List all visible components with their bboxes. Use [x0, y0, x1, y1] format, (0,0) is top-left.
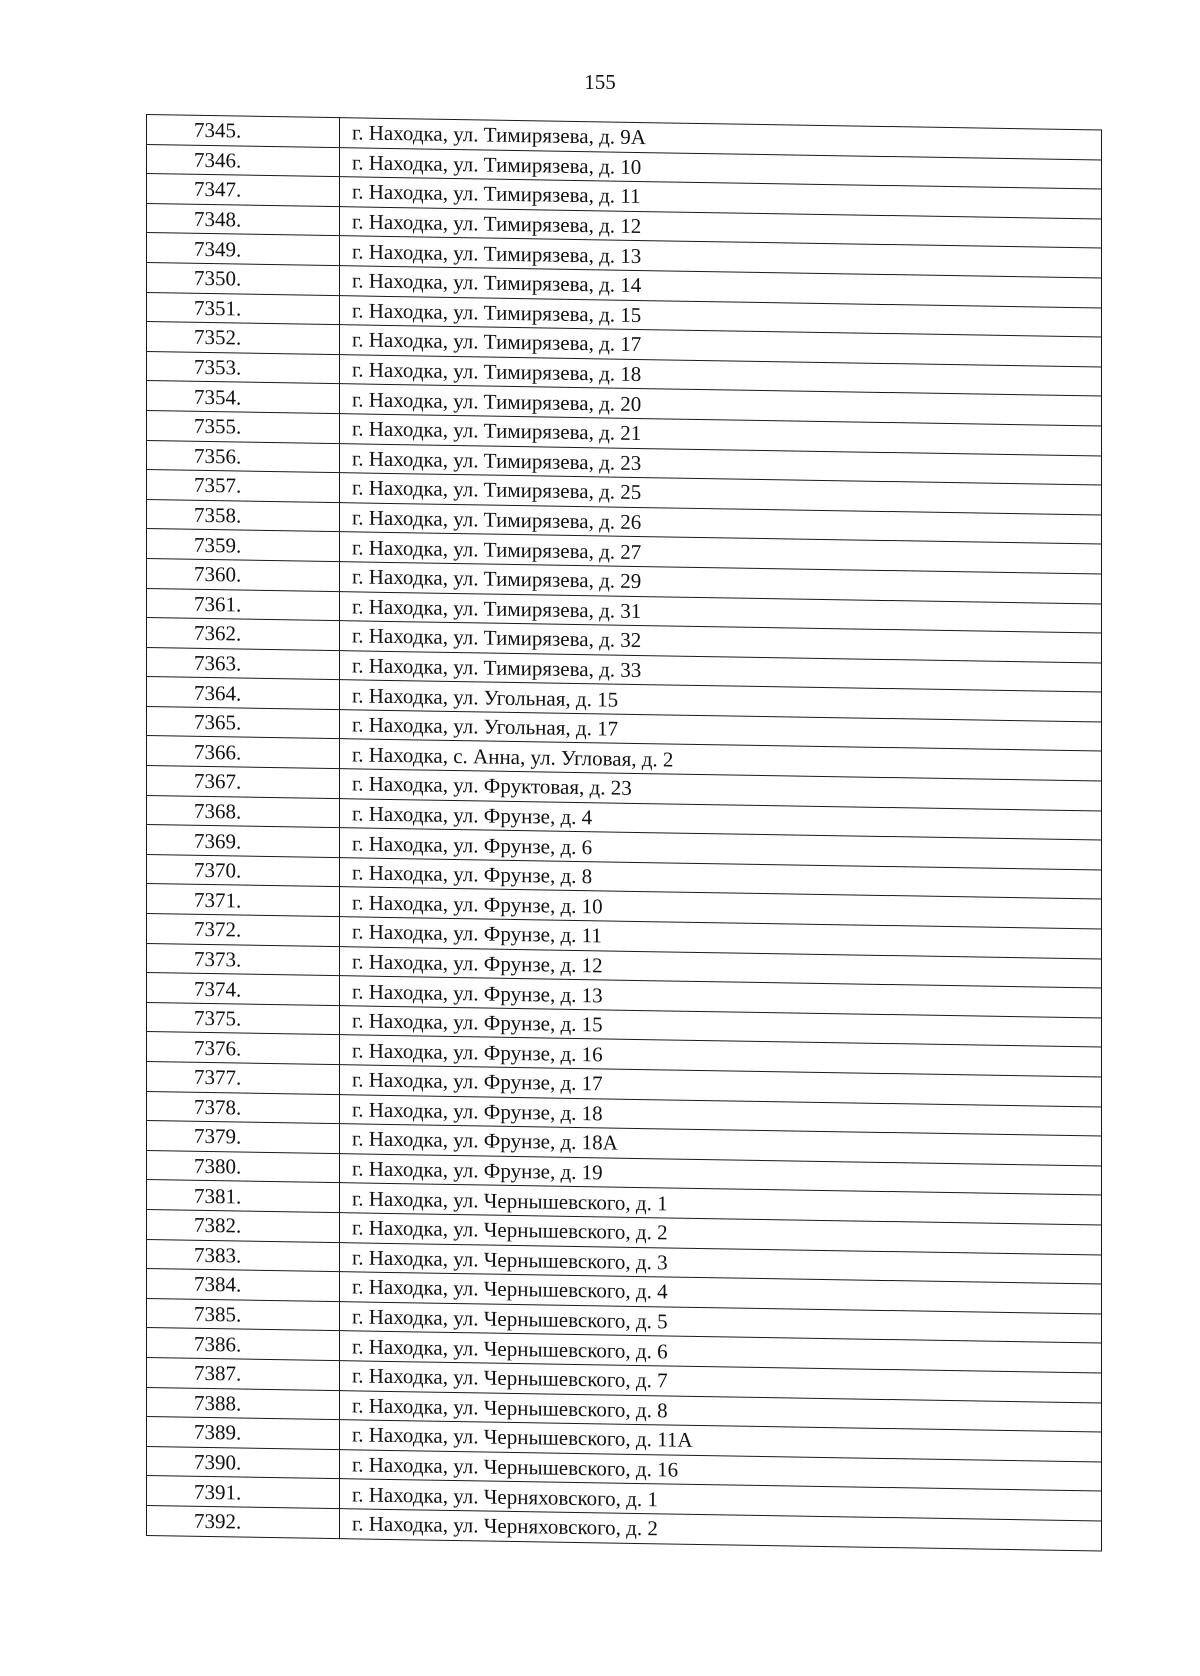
row-address: г. Находка, ул. Тимирязева, д. 32 [340, 621, 1102, 663]
row-number: 7357. [147, 470, 340, 503]
row-address: г. Находка, ул. Фрунзе, д. 6 [340, 828, 1102, 870]
row-number: 7356. [147, 440, 340, 473]
row-number: 7363. [147, 647, 340, 680]
row-address: г. Находка, ул. Фрунзе, д. 10 [340, 887, 1102, 929]
row-number: 7347. [147, 174, 340, 207]
row-address: г. Находка, с. Анна, ул. Угловая, д. 2 [340, 739, 1102, 781]
row-number: 7386. [147, 1328, 340, 1361]
row-address: г. Находка, ул. Фрунзе, д. 11 [340, 917, 1102, 959]
row-number: 7351. [147, 292, 340, 325]
row-address: г. Находка, ул. Чернышевского, д. 7 [340, 1361, 1102, 1403]
row-address: г. Находка, ул. Фрунзе, д. 17 [340, 1065, 1102, 1107]
row-number: 7373. [147, 943, 340, 976]
row-number: 7372. [147, 914, 340, 947]
row-number: 7377. [147, 1062, 340, 1095]
page-number: 155 [584, 70, 616, 94]
row-address: г. Находка, ул. Фруктовая, д. 23 [340, 769, 1102, 811]
row-address: г. Находка, ул. Чернышевского, д. 2 [340, 1213, 1102, 1255]
row-number: 7355. [147, 410, 340, 443]
row-address: г. Находка, ул. Тимирязева, д. 21 [340, 414, 1102, 456]
row-address: г. Находка, ул. Тимирязева, д. 29 [340, 562, 1102, 604]
row-number: 7369. [147, 825, 340, 858]
row-address: г. Находка, ул. Чернышевского, д. 11А [340, 1420, 1102, 1462]
row-address: г. Находка, ул. Фрунзе, д. 16 [340, 1035, 1102, 1077]
row-address: г. Находка, ул. Тимирязева, д. 33 [340, 650, 1102, 692]
row-number: 7391. [147, 1476, 340, 1509]
row-address: г. Находка, ул. Фрунзе, д. 12 [340, 946, 1102, 988]
row-address: г. Находка, ул. Тимирязева, д. 20 [340, 384, 1102, 426]
row-number: 7345. [147, 115, 340, 148]
row-address: г. Находка, ул. Фрунзе, д. 18А [340, 1124, 1102, 1166]
row-address: г. Находка, ул. Фрунзе, д. 8 [340, 857, 1102, 899]
row-number: 7383. [147, 1239, 340, 1272]
row-address: г. Находка, ул. Чернышевского, д. 1 [340, 1183, 1102, 1225]
row-number: 7381. [147, 1180, 340, 1213]
row-number: 7388. [147, 1387, 340, 1420]
row-address: г. Находка, ул. Тимирязева, д. 25 [340, 473, 1102, 515]
row-address: г. Находка, ул. Тимирязева, д. 18 [340, 354, 1102, 396]
row-address: г. Находка, ул. Фрунзе, д. 15 [340, 1005, 1102, 1047]
row-number: 7348. [147, 203, 340, 236]
row-address: г. Находка, ул. Чернышевского, д. 16 [340, 1449, 1102, 1491]
row-address: г. Находка, ул. Тимирязева, д. 15 [340, 295, 1102, 337]
row-address: г. Находка, ул. Чернышевского, д. 8 [340, 1390, 1102, 1432]
row-address: г. Находка, ул. Чернышевского, д. 6 [340, 1331, 1102, 1373]
row-address: г. Находка, ул. Черняховского, д. 1 [340, 1479, 1102, 1521]
row-number: 7385. [147, 1298, 340, 1331]
row-number: 7387. [147, 1357, 340, 1390]
row-number: 7353. [147, 351, 340, 384]
row-number: 7368. [147, 795, 340, 828]
row-address: г. Находка, ул. Фрунзе, д. 4 [340, 798, 1102, 840]
row-address: г. Находка, ул. Тимирязева, д. 27 [340, 532, 1102, 574]
row-address: г. Находка, ул. Тимирязева, д. 12 [340, 206, 1102, 248]
row-number: 7390. [147, 1446, 340, 1479]
row-number: 7389. [147, 1417, 340, 1450]
row-number: 7354. [147, 381, 340, 414]
row-number: 7365. [147, 706, 340, 739]
row-number: 7366. [147, 736, 340, 769]
row-number: 7375. [147, 1002, 340, 1035]
address-table-body [147, 115, 1102, 1551]
row-address: г. Находка, ул. Тимирязева, д. 14 [340, 266, 1102, 308]
row-number: 7358. [147, 499, 340, 532]
row-address: г. Находка, ул. Тимирязева, д. 31 [340, 591, 1102, 633]
row-number: 7346. [147, 144, 340, 177]
row-address: г. Находка, ул. Фрунзе, д. 19 [340, 1153, 1102, 1195]
row-number: 7361. [147, 588, 340, 621]
row-number: 7349. [147, 233, 340, 266]
row-address: г. Находка, ул. Тимирязева, д. 26 [340, 502, 1102, 544]
row-address: г. Находка, ул. Тимирязева, д. 9А [340, 118, 1102, 160]
row-number: 7367. [147, 766, 340, 799]
row-number: 7360. [147, 558, 340, 591]
row-number: 7359. [147, 529, 340, 562]
row-address: г. Находка, ул. Угольная, д. 17 [340, 710, 1102, 752]
row-number: 7379. [147, 1121, 340, 1154]
row-number: 7380. [147, 1150, 340, 1183]
row-address: г. Находка, ул. Фрунзе, д. 18 [340, 1094, 1102, 1136]
row-number: 7364. [147, 677, 340, 710]
row-number: 7382. [147, 1209, 340, 1242]
row-number: 7352. [147, 322, 340, 355]
address-table [146, 114, 1102, 1551]
row-number: 7392. [147, 1505, 340, 1538]
row-number: 7370. [147, 854, 340, 887]
row-address: г. Находка, ул. Чернышевского, д. 5 [340, 1301, 1102, 1343]
row-number: 7374. [147, 973, 340, 1006]
row-address: г. Находка, ул. Тимирязева, д. 10 [340, 147, 1102, 189]
row-number: 7376. [147, 1032, 340, 1065]
row-address: г. Находка, ул. Тимирязева, д. 23 [340, 443, 1102, 485]
row-address: г. Находка, ул. Угольная, д. 15 [340, 680, 1102, 722]
row-address: г. Находка, ул. Тимирязева, д. 13 [340, 236, 1102, 278]
row-address: г. Находка, ул. Тимирязева, д. 17 [340, 325, 1102, 367]
row-number: 7384. [147, 1269, 340, 1302]
row-address: г. Находка, ул. Чернышевского, д. 4 [340, 1272, 1102, 1314]
row-address: г. Находка, ул. Чернышевского, д. 3 [340, 1242, 1102, 1284]
row-number: 7378. [147, 1091, 340, 1124]
row-address: г. Находка, ул. Тимирязева, д. 11 [340, 177, 1102, 219]
row-number: 7362. [147, 618, 340, 651]
row-address: г. Находка, ул. Черняховского, д. 2 [340, 1509, 1102, 1551]
row-number: 7371. [147, 884, 340, 917]
row-number: 7350. [147, 262, 340, 295]
row-address: г. Находка, ул. Фрунзе, д. 13 [340, 976, 1102, 1018]
